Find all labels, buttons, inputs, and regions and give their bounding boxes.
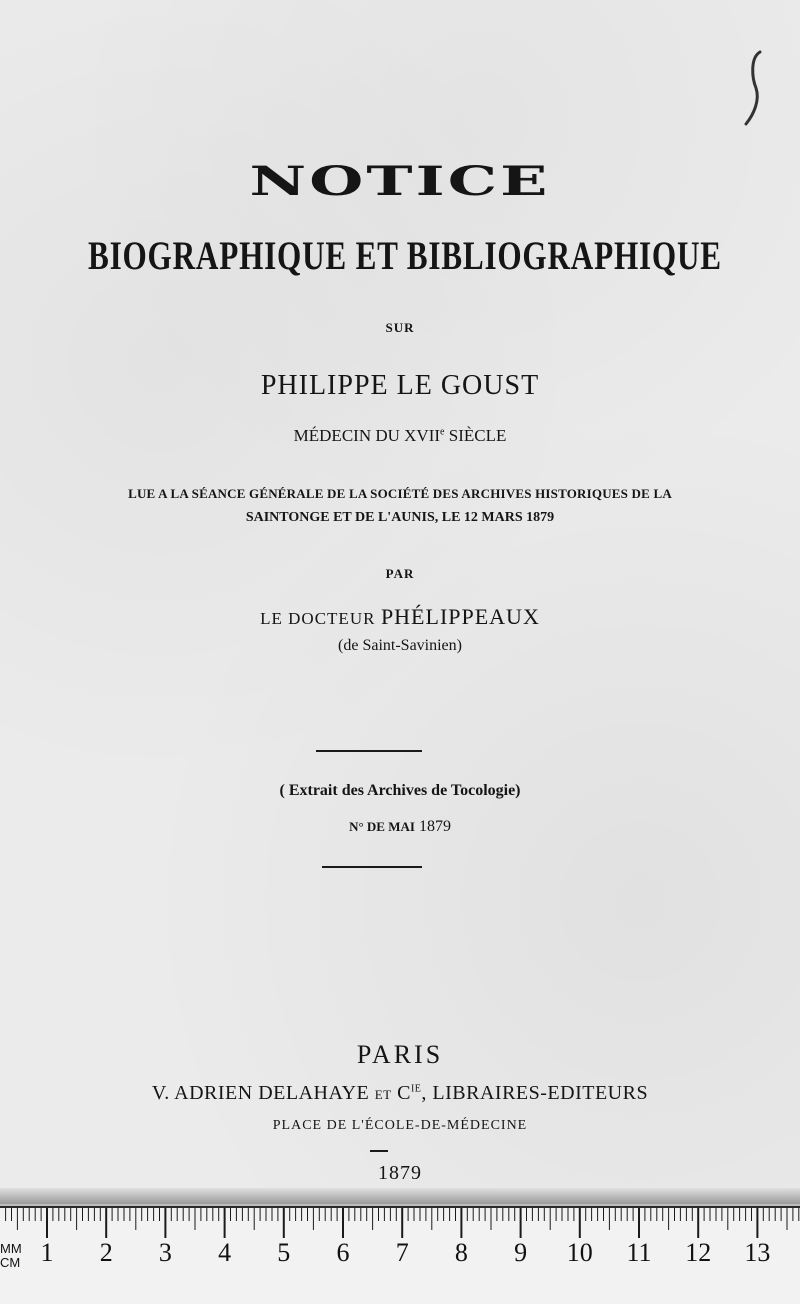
issue-prefix: N° DE MAI [349,819,415,834]
ruler-number: 3 [158,1238,172,1267]
publisher-name: V. ADRIEN DELAHAYE [151,1082,370,1104]
reading-line-1: LUE A LA SÉANCE GÉNÉRALE DE LA SOCIÉTÉ DES ARCHIVES HISTORIQUES DE LA [128,486,672,501]
issue-line [0,818,800,836]
publisher-role: , LIBRAIRES-EDITEURS [421,1082,649,1104]
issue-year: 1879 [418,818,451,835]
publisher-city: PARIS [356,1040,444,1069]
measuring-ruler [0,1206,800,1304]
ruler-unit-labels [0,1242,22,1270]
subject-name: PHILIPPE LE GOUST [260,370,540,401]
ruler-number: 13 [744,1238,771,1267]
document-subtitle: BIOGRAPHIQUE ET BIBLIOGRAPHIQUE [88,233,722,278]
pencil-mark [742,48,768,128]
ruler-number: 11 [626,1238,652,1267]
document-title: NOTICE [249,158,551,205]
publisher-cie: C [397,1082,411,1104]
author-line [0,604,800,630]
ruler-number: 6 [336,1238,350,1267]
subject-role [0,426,800,446]
author-prefix: LE DOCTEUR [260,609,376,628]
publisher-line [0,1082,800,1105]
ruler-number: 2 [99,1238,113,1267]
author-name: PHÉLIPPEAUX [380,604,540,629]
ruler-unit-mm: MM [0,1241,22,1256]
subject-role-text: MÉDECIN DU XVII [293,426,441,445]
ruler-number: 9 [514,1238,528,1267]
par-label: PAR [385,566,415,581]
publisher-address: PLACE DE L'ÉCOLE-DE-MÉDECINE [272,1118,528,1133]
publisher-et: ET [374,1087,392,1102]
address-dash [370,1150,388,1152]
page-edge-shadow [0,1188,800,1204]
separator-rule-bottom [322,866,422,868]
ruler-number: 7 [395,1238,409,1267]
subject-role-superscript: e [440,426,445,438]
author-place: (de Saint-Savinien) [338,637,462,654]
ruler-number: 4 [218,1238,232,1267]
ruler-number: 1 [40,1238,54,1267]
reading-line-2: SAINTONGE ET DE L'AUNIS, LE 12 MARS 1879 [245,510,555,525]
separator-rule-top [316,750,422,752]
sur-label: SUR [385,320,415,335]
extract-note: ( Extrait des Archives de Tocologie) [279,782,521,799]
ruler-number: 10 [566,1238,593,1267]
ruler-number: 12 [685,1238,712,1267]
ruler-number: 8 [454,1238,468,1267]
ruler-number: 5 [277,1238,291,1267]
subject-role-suffix: SIÈCLE [444,426,507,445]
publisher-cie-superscript: IE [410,1083,422,1095]
ruler-unit-cm: CM [0,1255,21,1270]
publication-year: 1879 [378,1162,422,1184]
